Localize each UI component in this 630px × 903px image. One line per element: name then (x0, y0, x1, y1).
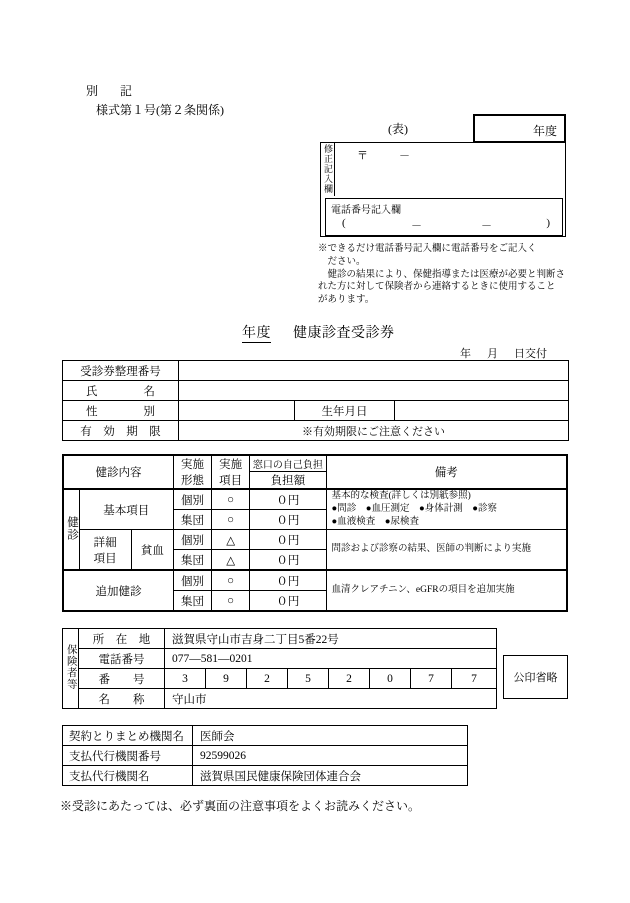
insurer-number-digit: 9 (206, 669, 247, 689)
insurer-number-digit: 2 (329, 669, 370, 689)
row-basic-group-amount: ０円 (250, 510, 326, 530)
agency-info-table (62, 725, 468, 786)
phone-number-entry-box[interactable] (325, 198, 563, 236)
table-row (63, 629, 497, 649)
table-row (63, 401, 569, 421)
table-row (63, 726, 468, 746)
receipt-number-label: 受診券整理番号 (63, 361, 179, 381)
phone-paren-close: ) (546, 217, 550, 229)
table-row (63, 530, 567, 550)
insurer-number-label: 番 号 (79, 669, 165, 689)
insurer-number-digit: 5 (288, 669, 329, 689)
gender-label: 性 別 (63, 401, 179, 421)
category-anemia: 貧血 (131, 530, 173, 571)
name-label: 氏 名 (63, 381, 179, 401)
header-checkup-content: 健診内容 (63, 455, 173, 489)
table-row (63, 570, 567, 591)
expiry-label: 有 効 期 限 (63, 421, 179, 441)
form-number-label: 様式第１号(第２条関係) (96, 103, 224, 117)
row-additional-group-item: ○ (212, 591, 250, 612)
issue-year-label: 年 (460, 348, 471, 360)
header-implementation-item: 実施 項目 (212, 455, 250, 489)
insurer-number-digit: 7 (411, 669, 452, 689)
front-side-marker: (表) (388, 122, 408, 136)
phone-paren-open: ( (342, 217, 346, 229)
contract-agency-label: 契約とりまとめ機関名 (63, 726, 193, 746)
entry-note-line-3: 健診の結果により、保健指導または医療が必要と判断さ (327, 269, 566, 280)
insurer-number-digit: 0 (370, 669, 411, 689)
entry-instructions-note (318, 243, 570, 307)
row-detail-group-item: △ (212, 550, 250, 571)
payment-agency-number-label: 支払代行機関番号 (63, 746, 193, 766)
row-basic-group-item: ○ (212, 510, 250, 530)
table-header-row (63, 455, 567, 472)
row-detail-individual-amount: ０円 (250, 530, 326, 550)
header-payment-amount: 負担額 (250, 472, 326, 490)
correction-entry-box (320, 142, 566, 237)
table-row (63, 766, 468, 786)
receipt-number-value[interactable] (179, 361, 569, 381)
correction-row (321, 143, 565, 196)
table-row (63, 746, 468, 766)
row-additional-individual-form: 個別 (173, 570, 211, 591)
remark-basic-items: 基本的な検査(詳しくは別紙参照) ●問診 ●血圧測定 ●身体計測 ●診察 ●血液検査 ●尿検査 (326, 489, 567, 530)
phone-number-label: 電話番号記入欄 (331, 205, 401, 216)
category-basic-items: 基本項目 (79, 489, 173, 530)
entry-note-line-5: があります。 (318, 295, 375, 306)
row-additional-individual-amount: ０円 (250, 570, 326, 591)
footer-note: ※受診にあたっては、必ず裏面の注意事項をよくお読みください。 (60, 799, 421, 813)
expiry-value: ※有効期限にご注意ください (179, 421, 569, 441)
form-category-label: 別 記 (86, 84, 138, 98)
issue-day-label: 日交付 (514, 348, 547, 360)
insurer-number-digit: 2 (247, 669, 288, 689)
entry-note-line-1: ※できるだけ電話番号記入欄に電話番号をご記入く (318, 244, 537, 254)
remark-additional-checkup: 血清クレアチニン、eGFRの項目を追加実施 (326, 570, 567, 611)
table-row (63, 489, 567, 510)
postal-code-icon: 〒 (357, 150, 368, 162)
insurer-name-value: 守山市 (165, 689, 497, 709)
insurer-phone-value: 077―581―0201 (165, 649, 497, 669)
insurer-info-table (62, 628, 497, 709)
row-detail-individual-form: 個別 (173, 530, 211, 550)
official-seal-omitted-label: 公印省略 (513, 672, 558, 684)
row-basic-group-form: 集団 (173, 510, 211, 530)
title-main-text: 健康診査受診券 (293, 326, 395, 341)
birthdate-label: 生年月日 (295, 401, 395, 421)
row-basic-individual-amount: ０円 (250, 489, 326, 510)
fiscal-year-label: 年度 (532, 124, 557, 138)
insurer-number-digit: 7 (452, 669, 497, 689)
correction-field-label: 修正記入欄 (323, 144, 333, 194)
insurer-number-digit: 3 (165, 669, 206, 689)
row-detail-group-amount: ０円 (250, 550, 326, 571)
row-additional-group-amount: ０円 (250, 591, 326, 612)
payment-agency-number-value: 92599026 (193, 746, 468, 766)
table-row (63, 649, 497, 669)
group-label-kenshin: 健診 (63, 489, 79, 570)
page-title (242, 322, 395, 342)
entry-note-line-4: れた方に対して保険者から連絡するときに使用すること (318, 282, 556, 293)
insurer-name-label: 名 称 (79, 689, 165, 709)
contract-agency-value: 医師会 (193, 726, 468, 746)
checkup-content-table (62, 454, 568, 612)
issue-month-label: 月 (487, 348, 498, 360)
table-row (63, 381, 569, 401)
header-self-payment: 窓口の自己負担 (250, 455, 326, 472)
table-row (63, 361, 569, 381)
table-row (63, 689, 497, 709)
insurer-address-label: 所 在 地 (79, 629, 165, 649)
name-value[interactable] (179, 381, 569, 401)
insurer-group-label: 保険者等 (63, 629, 79, 709)
payment-agency-name-value: 滋賀県国民健康保険団体連合会 (193, 766, 468, 786)
category-additional-checkup: 追加健診 (63, 570, 173, 611)
table-row (63, 669, 497, 689)
row-detail-group-form: 集団 (173, 550, 211, 571)
payment-agency-name-label: 支払代行機関名 (63, 766, 193, 786)
category-detail-items: 詳細 項目 (79, 530, 131, 571)
header-remarks: 備考 (326, 455, 567, 489)
gender-value[interactable] (179, 401, 295, 421)
phone-dash-second: － (481, 220, 492, 232)
personal-info-table (62, 360, 569, 441)
row-additional-group-form: 集団 (173, 591, 211, 612)
row-basic-individual-form: 個別 (173, 489, 211, 510)
row-additional-individual-item: ○ (212, 570, 250, 591)
title-fiscal-year: 年度 (242, 326, 271, 341)
row-detail-individual-item: △ (212, 530, 250, 550)
entry-note-line-2: ださい。 (327, 256, 366, 267)
insurer-phone-label: 電話番号 (79, 649, 165, 669)
table-row (63, 421, 569, 441)
row-basic-individual-item: ○ (212, 489, 250, 510)
remark-detail-items: 問診および診察の結果、医師の判断により実施 (326, 530, 567, 571)
insurer-address-value: 滋賀県守山市吉身二丁目5番22号 (165, 629, 497, 649)
fiscal-year-box (473, 114, 566, 143)
issue-date-line (460, 345, 547, 361)
phone-dash-first: － (411, 220, 422, 232)
header-implementation-form: 実施 形態 (173, 455, 211, 489)
postal-code-dash: － (399, 150, 410, 162)
birthdate-value[interactable] (395, 401, 569, 421)
official-seal-omitted-box (503, 655, 568, 699)
